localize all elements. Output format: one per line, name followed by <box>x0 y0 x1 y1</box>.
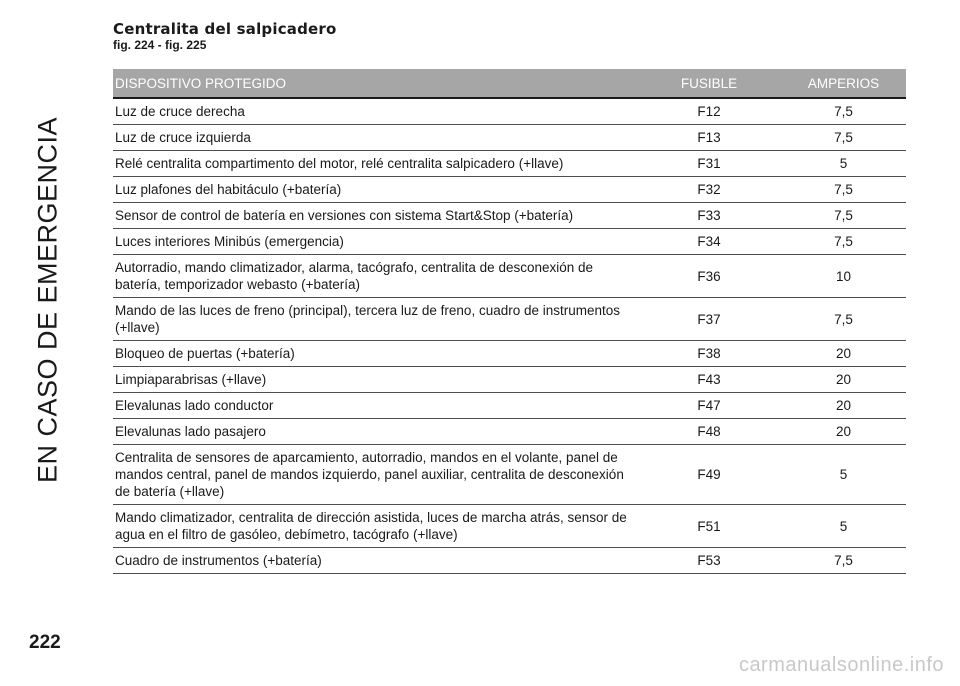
table-row <box>113 98 906 125</box>
fuse-cell: F34 <box>637 229 779 255</box>
fuse-cell: F33 <box>637 203 779 229</box>
table-row <box>113 505 906 548</box>
fuse-cell: F31 <box>637 151 779 177</box>
fuse-cell: F47 <box>637 393 779 419</box>
amps-cell: 7,5 <box>779 298 906 341</box>
device-cell: Relé centralita compartimento del motor, relé centralita salpicadero (+llave) <box>113 151 637 177</box>
fuse-table <box>113 69 906 574</box>
fuse-cell: F53 <box>637 548 779 574</box>
amps-cell: 7,5 <box>779 229 906 255</box>
chapter-side-title-text: EN CASO DE EMERGENCIA <box>32 116 63 484</box>
table-row <box>113 393 906 419</box>
device-cell: Elevalunas lado conductor <box>113 393 637 419</box>
device-cell: Mando de las luces de freno (principal), tercera luz de freno, cuadro de instrumentos (+llave) <box>113 298 637 341</box>
amps-cell: 7,5 <box>779 177 906 203</box>
amps-cell: 20 <box>779 341 906 367</box>
device-cell: Autorradio, mando climatizador, alarma, tacógrafo, centralita de desconexión de batería, temporizador webasto (+batería) <box>113 255 637 298</box>
device-cell: Luz plafones del habitáculo (+batería) <box>113 177 637 203</box>
header-fuse: FUSIBLE <box>637 69 779 98</box>
fuse-cell: F51 <box>637 505 779 548</box>
figure-reference: fig. 224 - fig. 225 <box>113 38 207 52</box>
device-cell: Cuadro de instrumentos (+batería) <box>113 548 637 574</box>
device-cell: Centralita de sensores de aparcamiento, autorradio, mandos en el volante, panel de mandos central, panel de mandos izquierdo, panel auxiliar, centralita de desconexión de batería (+llave) <box>113 445 637 505</box>
fuse-cell: F48 <box>637 419 779 445</box>
amps-cell: 10 <box>779 255 906 298</box>
fuse-cell: F32 <box>637 177 779 203</box>
table-row <box>113 341 906 367</box>
table-row <box>113 229 906 255</box>
page-number: 222 <box>29 632 61 653</box>
device-cell: Luces interiores Minibús (emergencia) <box>113 229 637 255</box>
device-cell: Bloqueo de puertas (+batería) <box>113 341 637 367</box>
table-row <box>113 298 906 341</box>
device-cell: Luz de cruce izquierda <box>113 125 637 151</box>
section-title: Centralita del salpicadero <box>113 20 337 38</box>
table-row <box>113 203 906 229</box>
amps-cell: 7,5 <box>779 548 906 574</box>
fuse-cell: F36 <box>637 255 779 298</box>
watermark: carmanualsonline.info <box>738 654 944 676</box>
table-row <box>113 151 906 177</box>
amps-cell: 20 <box>779 419 906 445</box>
device-cell: Limpiaparabrisas (+llave) <box>113 367 637 393</box>
device-cell: Sensor de control de batería en versiones con sistema Start&Stop (+batería) <box>113 203 637 229</box>
fuse-cell: F13 <box>637 125 779 151</box>
amps-cell: 5 <box>779 151 906 177</box>
table-row <box>113 367 906 393</box>
device-cell: Luz de cruce derecha <box>113 98 637 125</box>
device-cell: Elevalunas lado pasajero <box>113 419 637 445</box>
device-cell: Mando climatizador, centralita de dirección asistida, luces de marcha atrás, sensor de agua en el filtro de gasóleo, debímetro, tacógrafo (+llave) <box>113 505 637 548</box>
table-row <box>113 255 906 298</box>
table-row <box>113 125 906 151</box>
fuse-cell: F12 <box>637 98 779 125</box>
amps-cell: 7,5 <box>779 98 906 125</box>
fuse-table-body <box>113 98 906 574</box>
fuse-cell: F43 <box>637 367 779 393</box>
table-row <box>113 445 906 505</box>
amps-cell: 20 <box>779 367 906 393</box>
fuse-cell: F49 <box>637 445 779 505</box>
amps-cell: 20 <box>779 393 906 419</box>
amps-cell: 7,5 <box>779 203 906 229</box>
amps-cell: 5 <box>779 505 906 548</box>
header-device: DISPOSITIVO PROTEGIDO <box>113 69 637 98</box>
amps-cell: 5 <box>779 445 906 505</box>
amps-cell: 7,5 <box>779 125 906 151</box>
table-row <box>113 177 906 203</box>
fuse-cell: F38 <box>637 341 779 367</box>
table-row <box>113 419 906 445</box>
header-amps: AMPERIOS <box>779 69 906 98</box>
table-row <box>113 548 906 574</box>
table-header-row <box>113 69 906 98</box>
fuse-cell: F37 <box>637 298 779 341</box>
